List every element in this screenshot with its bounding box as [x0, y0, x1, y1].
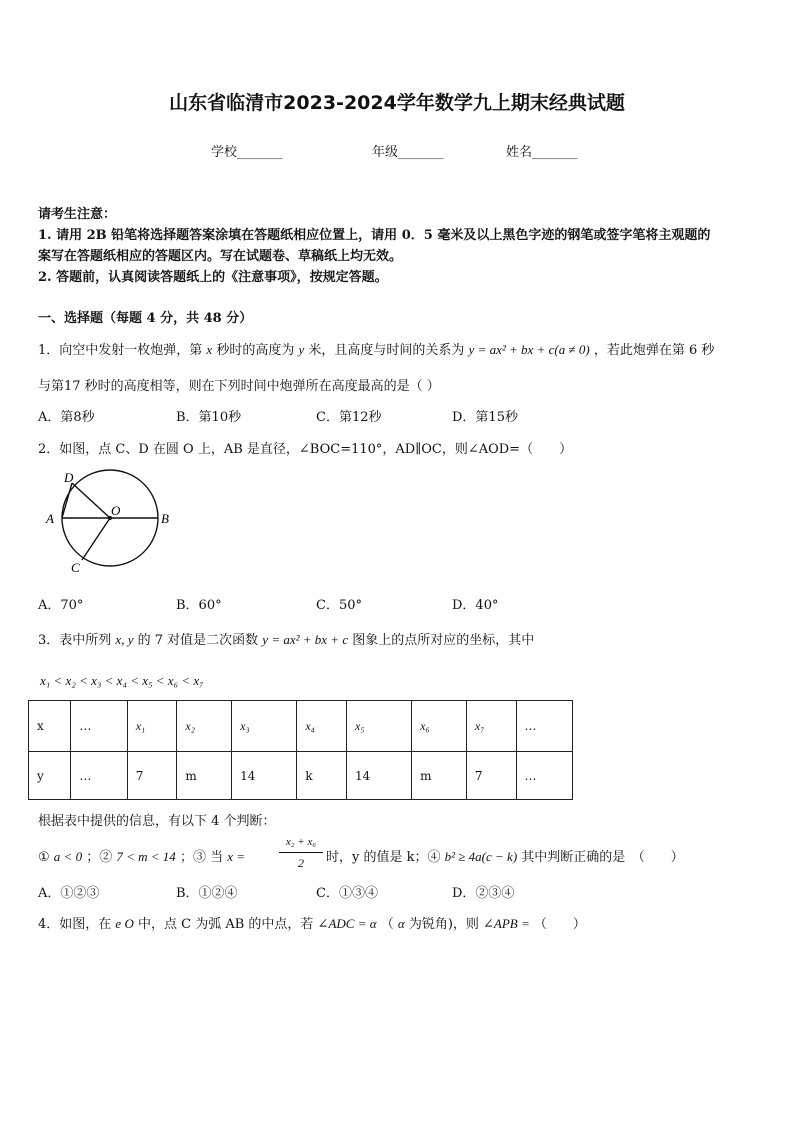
page-title: 山东省临清市2023-2024学年数学九上期末经典试题 — [169, 92, 625, 114]
j3-tail: 时，y 的值是 k；④ — [326, 850, 441, 865]
q4-text-2: 中，点 C 为弧 AB 的中点，若 — [137, 917, 314, 932]
q4-text-1: 4．如图，在 — [38, 917, 112, 932]
table-cell: y — [29, 752, 71, 800]
circle-diagram — [40, 466, 180, 578]
table-cell: 7 — [127, 752, 177, 800]
q3-option-c: C．①③④ — [316, 886, 378, 901]
fraction-bar — [279, 852, 323, 853]
table-cell: … — [71, 701, 127, 752]
fraction-numerator: x₂ + x₆ — [285, 836, 317, 848]
q3-formula: y = ax² + bx + c — [262, 632, 349, 647]
segment-ad — [62, 483, 72, 518]
j4-tail: 其中判断正确的是 （ ） — [521, 850, 684, 865]
table-cell: x₇ — [466, 701, 516, 752]
q2-option-d: D．40° — [452, 598, 499, 613]
question-3-stem — [38, 629, 534, 648]
q2-option-b: B．60° — [176, 598, 222, 613]
j1-math: a < 0 — [53, 849, 83, 864]
table-cell: x — [29, 701, 71, 752]
table-cell: m — [412, 752, 467, 800]
q3-option-b: B．①②④ — [176, 886, 238, 901]
q1-option-c: C．第12秒 — [316, 410, 382, 425]
table-cell: … — [71, 752, 127, 800]
segment-oc — [82, 518, 110, 560]
notice-line-1: 1. 请用 2B 铅笔将选择题答案涂填在答题纸相应位置上，请用 0．5 毫米及以上黑色字迹的钢笔或签字笔将主观题的 — [38, 228, 711, 243]
q1-formula: y = ax² + bx + c(a ≠ 0) — [468, 342, 590, 357]
q4-text-4: 为锐角)，则 — [408, 917, 479, 932]
q4-angle-adc: ∠ADC = α — [317, 916, 377, 931]
q3-option-a: A．①②③ — [38, 886, 100, 901]
table-cell: x₅ — [346, 701, 411, 752]
q1-var-x: x — [206, 342, 213, 357]
table-row-y — [29, 752, 573, 800]
label-o: O — [111, 503, 121, 518]
q3-ordering: x₁ < x₂ < x₃ < x₄ < x₅ < x₆ < x₇ — [40, 673, 204, 688]
q1-text-4: ，若此炮弹在第 6 秒 — [593, 343, 715, 358]
q2-option-a: A．70° — [38, 598, 84, 613]
q1-text-3: 米，且高度与时间的关系为 — [308, 343, 465, 358]
section-heading: 一、选择题（每题 4 分，共 48 分） — [38, 311, 253, 326]
name-field: 姓名_______ — [506, 145, 578, 160]
j3-math: x = — [227, 849, 246, 864]
notice-heading: 请考生注意： — [38, 207, 117, 222]
table-cell: x₁ — [127, 701, 177, 752]
table-cell: m — [177, 752, 232, 800]
question-1-stem — [38, 339, 714, 358]
table-cell: k — [297, 752, 347, 800]
j2-math: 7 < m < 14 — [116, 849, 176, 864]
label-c: C — [71, 560, 80, 575]
table-cell: … — [516, 752, 572, 800]
q3-judgements — [38, 846, 245, 865]
table-cell: x₃ — [232, 701, 297, 752]
table-cell: x₂ — [177, 701, 232, 752]
values-table — [28, 700, 573, 800]
q1-text-2: 秒时的高度为 — [216, 343, 295, 358]
grade-field: 年级_______ — [372, 145, 444, 160]
q3-text-3: 图象上的点所对应的坐标，其中 — [352, 633, 535, 648]
q4-text-3: （ — [380, 917, 394, 932]
q1-option-a: A．第8秒 — [38, 410, 95, 425]
q4-circle: e O — [115, 916, 134, 931]
segment-do — [72, 483, 110, 518]
q1-option-b: B．第10秒 — [176, 410, 242, 425]
q4-angle-apb: ∠APB = — [483, 916, 530, 931]
school-field: 学校_______ — [211, 145, 283, 160]
j3-label: ；③ 当 — [179, 850, 224, 865]
notice-line-2: 案写在答题纸相应的答题区内。写在试题卷、草稿纸上均无效。 — [38, 249, 403, 264]
q4-text-5: （ ） — [533, 917, 586, 932]
label-a: A — [46, 511, 54, 526]
q4-alpha: α — [397, 916, 405, 931]
q3-text-2: 的 7 对值是二次函数 — [137, 633, 259, 648]
j4-math: b² ≥ 4a(c − k) — [444, 849, 518, 864]
table-cell: 7 — [466, 752, 516, 800]
question-4-stem — [38, 913, 586, 932]
label-b: B — [161, 511, 169, 526]
j1-label: ① — [38, 850, 50, 865]
label-d: D — [64, 470, 74, 485]
question-1-line-2: 与第17 秒时的高度相等，则在下列时间中炮弹所在高度最高的是（ ） — [38, 379, 440, 394]
q1-text-1: 1．向空中发射一枚炮弹，第 — [38, 343, 203, 358]
table-cell: 14 — [232, 752, 297, 800]
notice-line-3: 2. 答题前，认真阅读答题纸上的《注意事项》，按规定答题。 — [38, 270, 388, 285]
q1-option-d: D．第15秒 — [452, 410, 518, 425]
q3-judgement-intro: 根据表中提供的信息，有以下 4 个判断： — [38, 814, 276, 829]
table-row-x — [29, 701, 573, 752]
table-cell: x₆ — [412, 701, 467, 752]
q3-text-1: 3．表中所列 — [38, 633, 112, 648]
table-cell: … — [516, 701, 572, 752]
fraction-denominator: 2 — [298, 856, 304, 870]
q1-var-y: y — [298, 342, 305, 357]
table-cell: 14 — [346, 752, 411, 800]
j2-label: ；② — [86, 850, 113, 865]
q2-option-c: C．50° — [316, 598, 362, 613]
q3-vars: x, y — [115, 632, 134, 647]
question-2-stem: 2．如图，点 C、D 在圆 O 上，AB 是直径，∠BOC=110°，AD∥OC，则∠AOD=（ ） — [38, 442, 573, 457]
q3-option-d: D．②③④ — [452, 886, 515, 901]
table-cell: x₄ — [297, 701, 347, 752]
q3-judgements-tail — [326, 846, 684, 865]
